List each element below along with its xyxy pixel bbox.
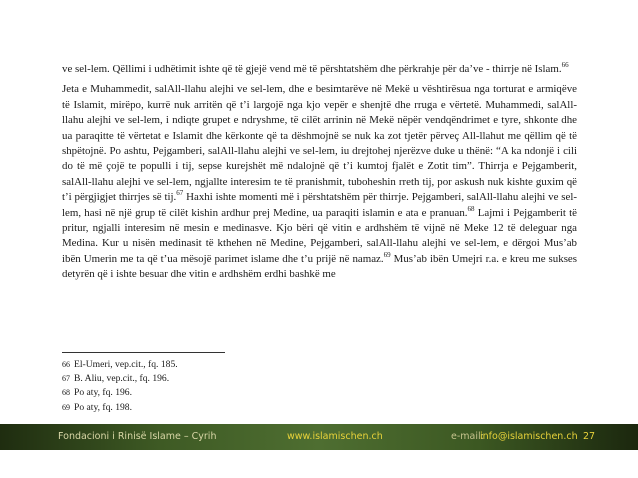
footnote-text: Po aty, fq. 196. [74, 387, 133, 399]
footnote-text: Po aty, fq. 198. [74, 401, 133, 413]
footnote [62, 372, 362, 386]
main-text [62, 62, 577, 283]
footnotes [62, 358, 362, 415]
paragraph-text: Lajmi i Pejgamberit të pritur, ngjalli interesim në mesin e medinasve. Kjo bëri që vitin e ardhshëm të vijnë në Meke 12 të deleguar nga Medina. Kur u nisën medinasit të kthehen në Medine, Pejgamberi, salAll-llahu alejhi ve sel-lem, e dërgoi Mus’ab ibën Umerin me ta që t’ua mësojë parimet islame dhe t’u prijë në namaz. [62, 206, 577, 265]
footnote-ref[interactable]: 67 [176, 189, 184, 198]
paragraph [62, 62, 577, 77]
paragraph [62, 82, 577, 282]
footnote-ref[interactable]: 68 [467, 204, 475, 213]
footnote [62, 386, 362, 400]
footnote-ref[interactable]: 69 [383, 250, 391, 259]
footnote-number: 67 [62, 374, 70, 384]
footnote-number: 69 [62, 402, 70, 412]
footer-email-link[interactable]: info@islamischen.ch [480, 431, 578, 442]
footnote [62, 358, 362, 372]
footer-organization: Fondacioni i Rinisë Islame – Cyrih [58, 431, 217, 442]
footnote-text: B. Aliu, vep.cit., fq. 196. [74, 373, 170, 385]
footnote-number: 68 [62, 388, 70, 398]
paragraph-text: Mus’ab ibën Umejri r.a. e kreu me sukses detyrën që i ishte besuar dhe vitin e ardhshëm erdhi bashkë me [62, 252, 578, 281]
paragraph-text: Jeta e Muhammedit, salAll-llahu alejhi ve sel-lem, dhe e besimtarëve në Mekë u vështirësua nga torturat e armiqëve të Islamit, mirëpo, kurrë nuk arritën që t’i largojë nga kjo vepër e shenjtë dhe rruga e vërtetë. Muhammedi, salAll-llahu alejhi ve sel-lem, i ndiqte grupet e ndryshme, të cilët arrinin në Mekë nëpër vendqëndrimet e tyre, shkonte dhe ua paraqitte të vërtetat e Islamit dhe kërkonte që ta dëshmojnë se nuk ka zot tjetër përveç All-llahut me qëllim që të shpëtojnë. Po ashtu, Pejgamberi, salAll-llahu alejhi ve sel-lem, iu drejtohej njerëzve duke u thënë: “A ka ndonjë i cili do të më çojë te populli i tij, sepse kurejshët më ndalojnë që t’i kumtoj fjalët e Zotit tim”. Thirrja e Pejgamberit, salAll-llahu alejhi ve sel-lem, ngjallte interesim te të pranishmit, tuboheshin rreth tij, por askush nuk kishte guxim që t’i përgjigjet thirrjes së tij. [62, 83, 577, 204]
footnote-divider [62, 352, 225, 353]
paragraph-text: Haxhi ishte momenti më i përshtatshëm për thirrje. Pejgamberi, salAll-llahu alejhi ve sel-lem, hasi në një grup të cilët kishin ardhur prej Medine, ua paraqiti islamin e ata e pranuan. [62, 191, 577, 219]
page-footer [0, 424, 638, 450]
footnote-text: El-Umeri, vep.cit., fq. 185. [74, 359, 178, 370]
paragraph-text: ve sel-lem. Qëllimi i udhëtimit ishte që të gjejë vend më të përshtatshëm dhe përkrahje për da’ve - thirrje në Islam. [62, 63, 562, 75]
page-number: 27 [583, 431, 596, 442]
footer-website-link[interactable]: www.islamischen.ch [287, 431, 383, 442]
footer-email-label: e-mail: [451, 431, 484, 442]
footnote [62, 401, 362, 415]
footnote-ref[interactable]: 66 [561, 61, 569, 69]
footnote-number: 66 [62, 360, 70, 369]
